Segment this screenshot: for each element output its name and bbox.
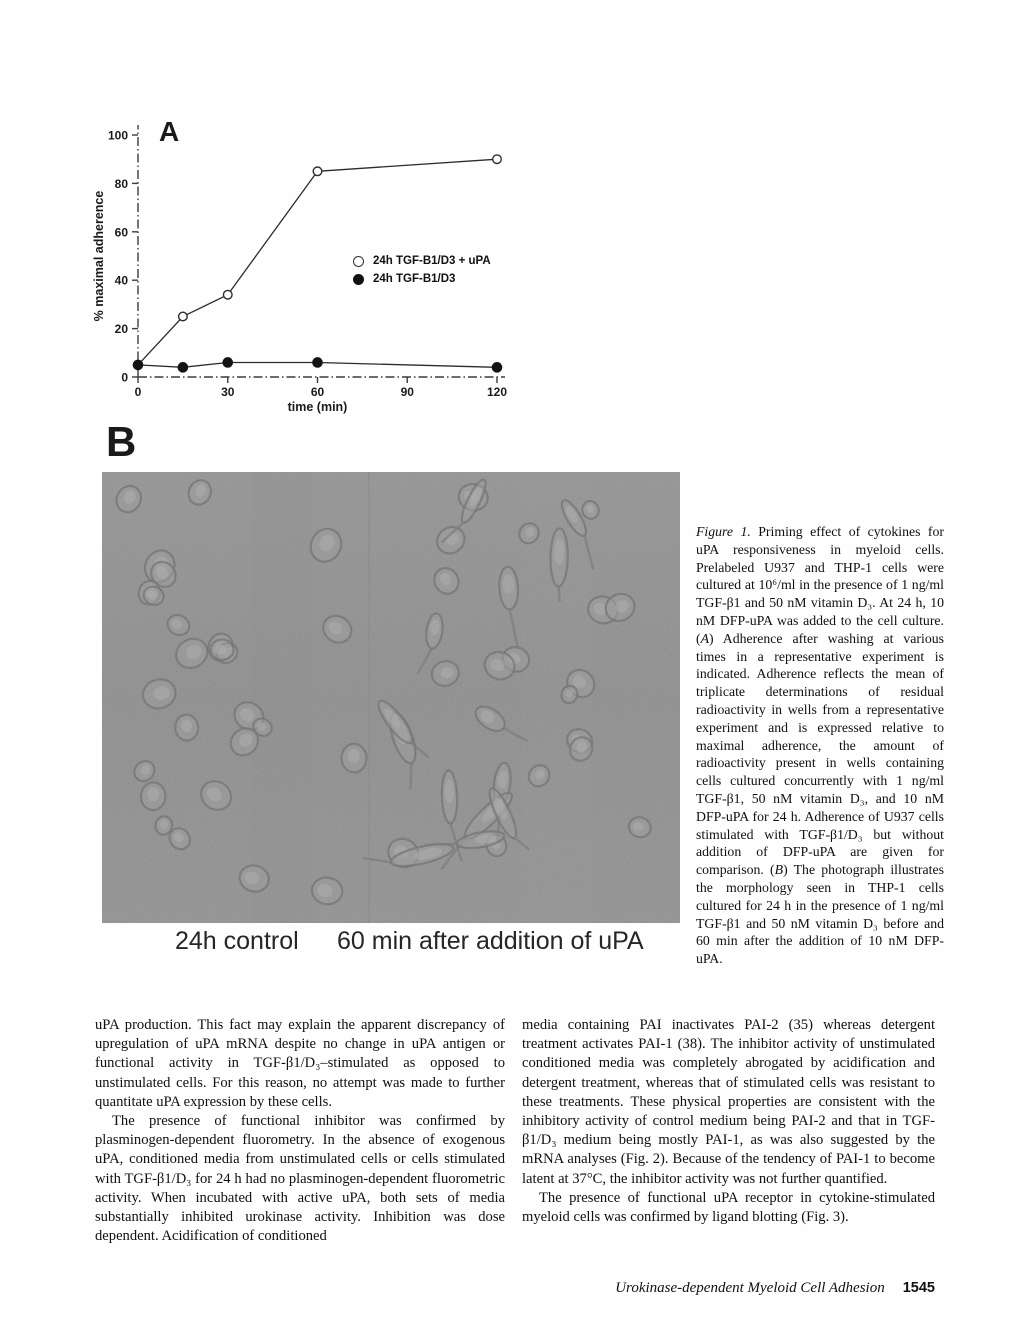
paragraph: The presence of functional uPA receptor in cytokine-stimulated myeloid cells was confirmed by ligand blotting (Fig. 3). [522,1189,935,1226]
cell-morphology-image [102,472,680,923]
legend-row [353,252,491,270]
svg-text:% maximal adherence: % maximal adherence [92,190,106,322]
page-number: 1545 [902,1280,935,1296]
figure-caption-text: ) The photograph illustrates the morphology seen in THP-1 cells cultured for 24 h in the presence of 1 ng/ml TGF-β1 and 50 nM vitamin D₃ before and 60 min after the addition of 10 nM DFP-uPA. [696,862,944,967]
figure-caption-lead: Figure 1. [696,524,751,539]
data-point [133,360,143,370]
data-point [178,363,188,373]
paragraph: media containing PAI inactivates PAI-2 (35) whereas detergent treatment activates PAI-1 (38). The inhibitor activity of unstimulated conditioned media was completely abrogated by acidification and detergent treatment, whereas that of stimulated cells was resistant to these treatments. These physical properties are consistent with the inhibitory activity of control medium being PAI-2 and that in TGF-β1/D₃ medium being mostly PAI-1, as was also suggested by the mRNA analyses (Fig. 2). Because of the tendency of PAI-1 to become latent at 37°C, the inhibitor activity was not further quantified. [522,1017,935,1187]
micrograph-photo [102,472,680,923]
figure-caption [696,523,944,968]
x-axis [135,377,508,414]
svg-text:120: 120 [486,385,508,399]
legend-label: 24h TGF-B1/D3 + uPA [373,255,491,267]
svg-text:0: 0 [134,385,142,399]
data-point [493,155,502,164]
photo-label-row [102,927,680,959]
paragraph: The presence of functional inhibitor was confirmed by plasminogen-dependent fluorometry. In the absence of exogenous uPA, conditioned media from unstimulated cells or cells stimulated with TGF-β1/D₃ for 24 h had no plasminogen-dependent fluorometric activity. When incubated with active uPA, both sets of media substantially inhibited urokinase activity. Inhibition was dose dependent. Acidification of conditioned [95,1113,505,1245]
svg-text:time (min): time (min) [287,400,348,414]
page-footer [615,1280,935,1297]
paragraph: uPA production. This fact may explain the apparent discrepancy of upregulation of uPA mRNA despite no change in uPA antigen or functional activity in TGF-β1/D₃–stimulated as opposed to unstimulated cells. For this reason, no attempt was made to further quantitate uPA expression by these cells. [95,1017,505,1110]
data-point [223,358,233,368]
body-column-right [522,1016,935,1227]
chart-legend [353,252,491,288]
data-point [313,358,323,368]
body-column-left [95,1016,505,1246]
svg-text:20: 20 [114,322,128,337]
figure-panel-a [85,100,530,420]
svg-text:60: 60 [310,385,325,399]
data-point [223,290,232,299]
svg-text:100: 100 [107,128,128,143]
photo-label-control: 24h control [175,927,299,955]
panel-a-label: A [159,116,180,147]
panel-b-label: B [106,418,137,465]
figure-caption-text: Priming effect of cytokines for uPA responsiveness in myeloid cells. Prelabeled U937 and THP-1 cells were cultured at 10⁶/ml in the presence of 1 ng/ml TGF-β1 and 50 nM vitamin D₃. At 24 h, 10 nM DFP-uPA was added to the cell culture. ( [696,524,944,646]
svg-text:80: 80 [114,176,128,191]
figure-caption-text: ) Adherence after washing at various times in a representative experiment is indicated. Adherence reflects the mean of triplicate determinations of residual radioactivity in wells from a representative experiment and is expressed relative to maximal adherence, the amount of radioactivity present in wells containing cells cultured concurrently with 1 ng/ml TGF-β1, 50 nM vitamin D₃, and 10 nM DFP-uPA for 24 h. Adherence of U937 cells stimulated with TGF-β1/D₃ but without addition of DFP-uPA are given for comparison. ( [696,630,944,878]
svg-text:90: 90 [400,385,414,399]
svg-text:30: 30 [221,385,235,399]
open-circle-marker-icon [353,256,364,267]
y-axis [92,125,138,385]
svg-text:60: 60 [114,225,128,240]
data-point [313,167,322,176]
figure-caption-panel-a-ref: A [700,630,710,646]
legend-label: 24h TGF-B1/D3 [373,273,456,285]
data-point [179,312,188,321]
svg-text:0: 0 [121,370,128,385]
svg-text:40: 40 [114,273,128,288]
data-point [492,363,502,373]
figure-caption-panel-b-ref: B [774,862,784,878]
running-title: Urokinase-dependent Myeloid Cell Adhesion [615,1280,885,1296]
photo-label-upa: 60 min after addition of uPA [337,927,644,955]
filled-circle-marker-icon [353,274,364,285]
legend-row [353,270,491,288]
